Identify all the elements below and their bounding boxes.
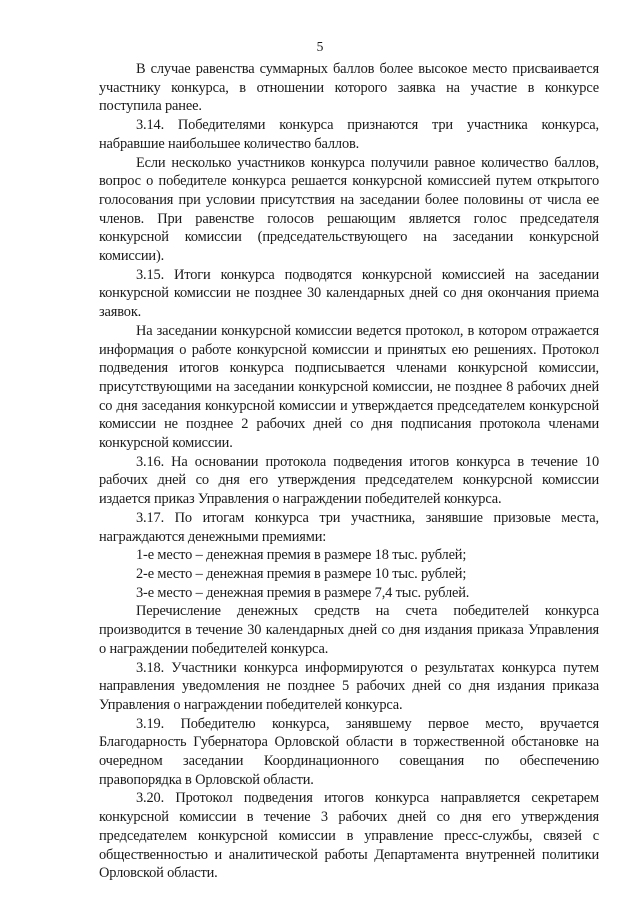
paragraph-3-14: 3.14. Победителями конкурса признаются три участника конкурса, набравшие наибольшее количество баллов. (99, 117, 599, 152)
document-body (99, 60, 599, 883)
prize-third-place: 3-е место – денежная премия в размере 7,4 тыс. рублей. (136, 584, 470, 601)
paragraph-3-18: 3.18. Участники конкурса информируются о результатах конкурса путем направления уведомления не позднее 5 рабочих дней со дня издания приказа Управления о награждении победителей конкурса. (99, 659, 599, 713)
paragraph-tie-rule: В случае равенства суммарных баллов более высокое место присваивается участнику конкурса, в отношении которого заявка на участие в конкурсе поступила ранее. (99, 61, 599, 115)
paragraph-3-20: 3.20. Протокол подведения итогов конкурса направляется секретарем конкурсной комиссии в течение 3 рабочих дней со дня его утверждения председателем конкурсной комиссии в управление пресс-службы, связей с общественностью и аналитической работы Департамента внутренней политики Орловской области. (99, 790, 599, 882)
prize-first-place: 1-е место – денежная премия в размере 18 тыс. рублей; (136, 547, 467, 564)
paragraph-3-19: 3.19. Победителю конкурса, занявшему первое место, вручается Благодарность Губернатора Орловской области в торжественной обстановке на очередном заседании Координационного совещания по обеспечению правопорядка в Орловской области. (99, 715, 599, 788)
paragraph-3-17: 3.17. По итогам конкурса три участника, занявшие призовые места, награждаются денежными премиями: (99, 509, 599, 545)
prize-second-place: 2-е место – денежная премия в размере 10 тыс. рублей; (136, 565, 467, 582)
paragraph-equal-points: Если несколько участников конкурса получили равное количество баллов, вопрос о победителе конкурса решается конкурсной комиссией путем открытого голосования при условии присутствия на заседании более половины от числа ее членов. При равенстве голосов решающим является голос председателя конкурсной комиссии (председательствующего на заседании конкурсной комиссии). (99, 154, 599, 265)
page-number: 5 (316, 39, 324, 54)
paragraph-3-15: 3.15. Итоги конкурса подводятся конкурсной комиссией на заседании конкурсной комиссии не позднее 30 календарных дней со дня окончания приема заявок. (99, 266, 599, 321)
paragraph-transfer: Перечисление денежных средств на счета победителей конкурса производится в течение 30 календарных дней со дня издания приказа Управления о награждении победителей конкурса. (99, 603, 599, 657)
paragraph-protocol: На заседании конкурсной комиссии ведется протокол, в котором отражается информация о работе конкурсной комиссии и принятых ею решениях. Протокол подведения итогов конкурса подписывается членами конкурсной комиссии, присутствующими на заседании конкурсной комиссии, не позднее 8 рабочих дней со дня заседания конкурсной комиссии и утверждается председателем конкурсной комиссии не позднее 2 рабочих дней со дня подписания протокола членами конкурсной комиссии. (99, 322, 599, 452)
paragraph-3-16: 3.16. На основании протокола подведения итогов конкурса в течение 10 рабочих дней со дня его утверждения председателем конкурсной комиссии издается приказ Управления о награждении победителей конкурса. (99, 453, 599, 508)
